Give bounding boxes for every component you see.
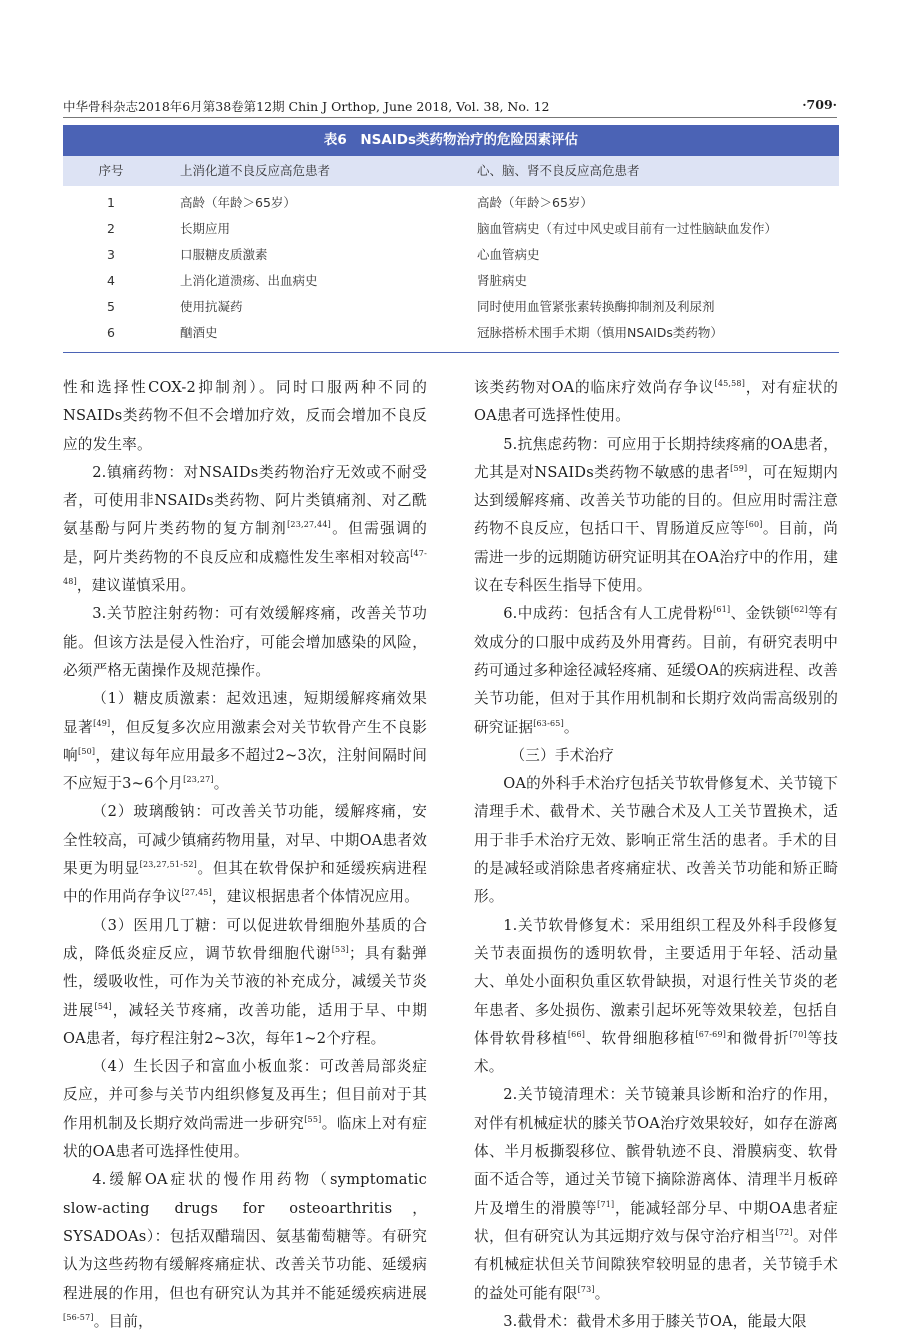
citation: [23,27,44] [287,520,331,530]
cv-risk-cell: 同时使用血管紧张素转换酶抑制剂及利尿剂 [477,299,715,314]
body-paragraph: 2.镇痛药物：对NSAIDs类药物治疗无效或不耐受者，可使用非NSAIDs类药物、阿片类镇痛剂、对乙酰氨基酚与阿片类药物的复方制剂[23,27,44]。但需强调的是，阿片类药物的不良反应和成瘾性发生率相对较高[47-48]，建议谨慎采用。 [63,463,427,595]
header-gi-risk: 上消化道不良反应高危患者 [180,163,331,178]
body-paragraph: 6.中成药：包括含有人工虎骨粉[61]、金铁锁[62]等有效成分的口服中成药及外用膏药。目前，有研究表明中药可通过多种途径减轻疼痛、延缓OA的疾病进程、改善关节功能，但对于其作用机制和长期疗效尚需高级别的研究证据[63-65]。 [474,605,838,736]
citation: [71] [597,1199,615,1209]
gi-risk-cell: 上消化道溃疡、出血病史 [180,273,318,288]
journal-citation: 中华骨科杂志2018年6月第38卷第12期 Chin J Orthop, June 2018, Vol. 38, No. 12 [63,99,550,114]
table-row [63,320,839,346]
gi-risk-cell: 酗酒史 [180,325,218,340]
body-paragraph: 性和选择性COX-2抑制剂）。同时口服两种不同的NSAIDs类药物不但不会增加疗效，反而会增加不良反应的发生率。 [63,379,427,453]
table-body [63,190,839,353]
body-paragraph: 3.截骨术：截骨术多用于膝关节OA，能最大限 [503,1312,807,1330]
body-paragraph: 3.关节腔注射药物：可有效缓解疼痛，改善关节功能。但该方法是侵入性治疗，可能会增加感染的风险，必须严格无菌操作及规范操作。 [63,605,427,679]
citation: [47-48] [63,548,427,587]
body-paragraph: 4.缓解OA症状的慢作用药物（symptomatic slow-acting drugs for osteoarthritis，SYSADOAs）：包括双醋瑞因、氨基葡萄糖等。有研究认为这些药物有缓解疼痛症状、改善关节功能、延缓病程进展的作用，但也有研究认为其并不能延缓疾病进展[56-57]。目前， [63,1171,427,1330]
right-text-column [474,374,838,1336]
citation: [50] [78,746,96,756]
body-paragraph: （1）糖皮质激素：起效迅速，短期缓解疼痛效果显著[49]，但反复多次应用激素会对关节软骨产生不良影响[50]，建议每年应用最多不超过2~3次，注射间隔时间不应短于3~6个月[23,27]。 [63,690,427,793]
table-row [63,294,839,320]
citation: [45,58] [714,379,746,388]
table-row [63,242,839,268]
risk-factor-table [63,125,839,353]
citation: [67-69] [695,1029,727,1039]
table-row [63,190,839,216]
page-number: ·709· [802,97,837,112]
left-text-column [63,374,427,1336]
citation: [54] [94,1001,112,1011]
gi-risk-cell: 长期应用 [180,221,231,236]
citation: [63-65] [533,718,564,728]
table-header-row [63,156,839,186]
cv-risk-cell: 高龄（年龄＞65岁） [477,195,593,210]
body-paragraph: （4）生长因子和富血小板血浆：可改善局部炎症反应，并可参与关节内组织修复及再生；但目前对于其作用机制及长期疗效尚需进一步研究[55]。临床上对有症状的OA患者可选择性使用。 [63,1058,428,1161]
row-index: 2 [107,221,115,236]
gi-risk-cell: 使用抗凝药 [180,299,243,314]
citation: [73] [577,1284,595,1294]
running-header [63,97,837,117]
body-paragraph: 2.关节镜清理术：关节镜兼具诊断和治疗的作用，对伴有机械症状的膝关节OA治疗效果较好，如存在游离体、半月板撕裂移位、髌骨轨迹不良、滑膜病变、软骨面不适合等，通过关节镜下摘除游离体、清理半月板碎片及增生的滑膜等[71]，能减轻部分早、中期OA患者症状，但有研究认为其远期疗效与保守治疗相当[72]。对伴有机械症状但关节间隙狭窄较明显的患者，关节镜手术的益处可能有限[73]。 [474,1086,838,1302]
row-index: 4 [107,273,115,288]
gi-risk-cell: 口服糖皮质激素 [180,247,268,262]
table-row [63,268,839,294]
citation: [66] [567,1029,586,1039]
body-paragraph: 该类药物对OA的临床疗效尚存争议[45,58]，对有症状的OA患者可选择性使用。 [474,379,838,425]
row-index: 5 [107,299,115,314]
citation: [61] [713,605,731,615]
citation: [23,27,51-52] [139,860,198,870]
citation: [62] [790,605,808,615]
table-caption: 表6 NSAIDs类药物治疗的危险因素评估 [63,125,839,156]
citation: [70] [789,1029,807,1039]
header-index: 序号 [98,163,124,178]
section-heading: （三）手术治疗 [510,746,615,764]
body-paragraph: （3）医用几丁糖：可以促进软骨细胞外基质的合成，降低炎症反应，调节软骨细胞代谢[53]；具有黏弹性，缓吸收性，可作为关节液的补充成分，减缓关节炎进展[54]，减轻关节疼痛，改善功能，适用于早、中期OA患者，每疗程注射2~3次，每年1~2个疗程。 [63,916,427,1047]
row-index: 6 [107,325,115,340]
citation: [49] [93,718,111,728]
citation: [23,27] [183,775,214,785]
row-index: 3 [107,247,115,262]
cv-risk-cell: 心血管病史 [477,247,540,262]
cv-risk-cell: 脑血管病史（有过中风史或目前有一过性脑缺血发作） [477,221,778,236]
citation: [59] [730,463,748,473]
citation: [72] [775,1227,793,1237]
citation: [53] [331,944,349,954]
body-paragraph: 5.抗焦虑药物：可应用于长期持续疼痛的OA患者，尤其是对NSAIDs类药物不敏感的患者[59]，可在短期内达到缓解疼痛、改善关节功能的目的。但应用时需注意药物不良反应，包括口干、胃肠道反应等[60]。目前，尚需进一步的远期随访研究证明其在OA治疗中的作用，建议在专科医生指导下使用。 [474,435,839,595]
cv-risk-cell: 冠脉搭桥术围手术期（慎用NSAIDs类药物） [477,325,723,340]
citation: [27,45] [181,888,212,898]
row-index: 1 [107,195,115,210]
header-rule [63,117,837,118]
citation: [56-57] [63,1312,94,1322]
header-cv-risk: 心、脑、肾不良反应高危患者 [477,163,640,178]
cv-risk-cell: 肾脏病史 [477,273,528,288]
body-paragraph: 1.关节软骨修复术：采用组织工程及外科手段修复关节表面损伤的透明软骨，主要适用于年轻、活动量大、单处小面积负重区软骨缺损，对退行性关节炎的老年患者、多处损伤、激素引起坏死等效果较差，包括自体骨软骨移植[66]、软骨细胞移植[67-69]和微骨折[70]等技术。 [474,916,838,1076]
body-paragraph: （2）玻璃酸钠：可改善关节功能，缓解疼痛，安全性较高，可减少镇痛药物用量，对早、中期OA患者效果更为明显[23,27,51-52]。但其在软骨保护和延缓疾病进程中的作用尚存争议[27,45]，建议根据患者个体情况应用。 [63,803,427,906]
body-paragraph: OA的外科手术治疗包括关节软骨修复术、关节镜下清理手术、截骨术、关节融合术及人工关节置换术，适用于非手术治疗无效、影响正常生活的患者。手术的目的是减轻或消除患者疼痛症状、改善关节功能和矫正畸形。 [474,775,838,906]
citation: [60] [745,520,763,530]
gi-risk-cell: 高龄（年龄＞65岁） [180,195,296,210]
citation: [55] [304,1114,322,1124]
table-row [63,216,839,242]
